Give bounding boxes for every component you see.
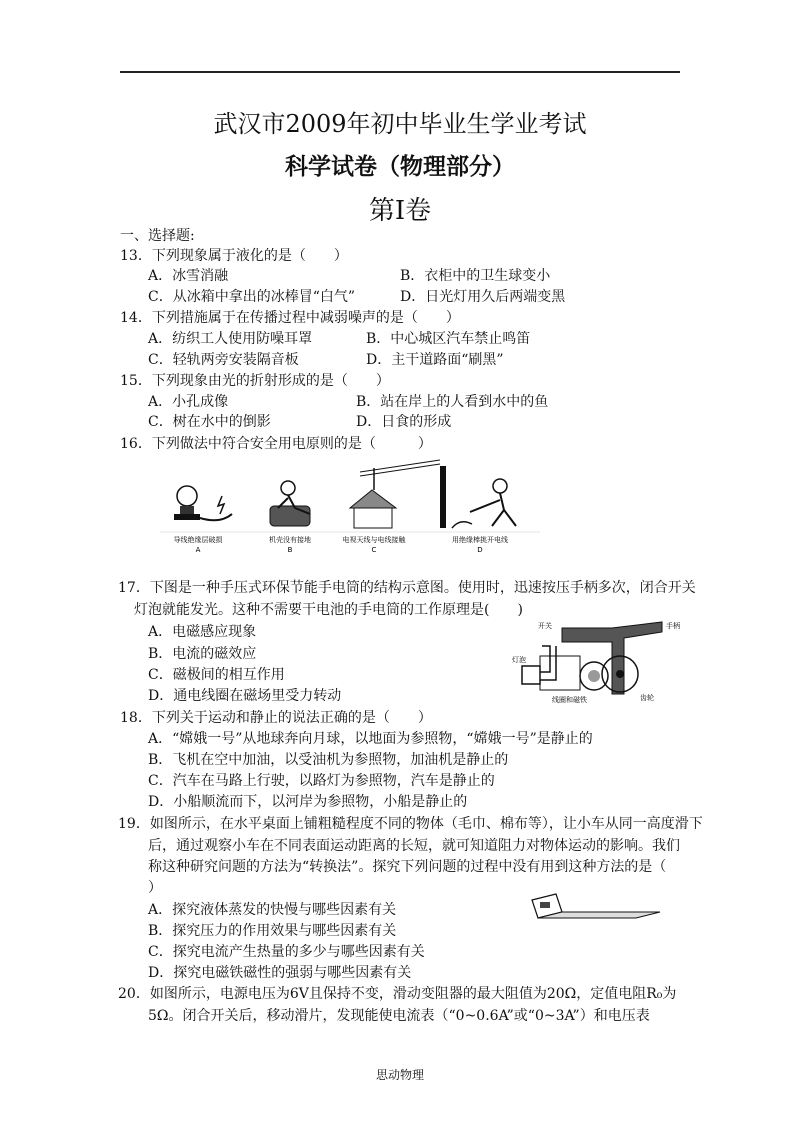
letter-c: C (371, 546, 377, 554)
q15-option-a: A．小孔成像 (148, 394, 229, 410)
q17-option-d: D．通电线圈在磁场里受力转动 (148, 688, 342, 704)
q13-option-b: B．衣柜中的卫生球变小 (400, 268, 551, 284)
q13-stem: 13．下列现象属于液化的是（ ） (120, 248, 348, 264)
figure-b-machine (270, 481, 310, 526)
volume-title: 第Ⅰ卷 (368, 196, 432, 226)
q14-stem: 14．下列措施属于在传播过程中减弱噪声的是（ ） (120, 310, 460, 326)
figure-c-house (350, 460, 440, 528)
q18-option-b: B．飞机在空中加油，以受油机为参照物，加油机是静止的 (148, 752, 509, 768)
q19-ramp-figure (526, 892, 666, 926)
q15-option-c: C．树在水中的倒影 (148, 414, 271, 430)
q17-option-b: B．电流的磁效应 (148, 646, 257, 662)
q17-option-c: C．磁极间的相互作用 (148, 667, 285, 683)
exam-subtitle: 科学试卷（物理部分） (285, 153, 515, 180)
q16-stem: 16．下列做法中符合安全用电原则的是（ ） (120, 436, 432, 452)
q14-option-c: C．轻轨两旁安装隔音板 (148, 352, 299, 368)
caption-d: 用绝缘棒挑开电线 (452, 536, 508, 544)
page-footer: 思动物理 (375, 1068, 424, 1082)
q15-option-b: B．站在岸上的人看到水中的鱼 (356, 394, 549, 410)
q18-option-d: D．小船顺流而下，以河岸为参照物，小船是静止的 (148, 794, 468, 810)
label-handle: 手柄 (666, 622, 680, 630)
label-bulb: 灯泡 (512, 656, 526, 664)
q14-option-a: A．纺织工人使用防噪耳罩 (148, 331, 313, 347)
label-coil-magnet: 线圈和磁铁 (552, 696, 587, 704)
q14-option-d: D．主干道路面“刷黑” (366, 352, 504, 368)
q13-option-c: C．从冰箱中拿出的冰棒冒“白气” (148, 289, 356, 305)
q15-stem: 15．下列现象由光的折射形成的是（ ） (120, 373, 390, 389)
label-gear: 齿轮 (640, 694, 654, 702)
label-switch: 开关 (538, 622, 552, 630)
q14-option-b: B．中心城区汽车禁止鸣笛 (366, 331, 531, 347)
q19-option-a: A．探究液体蒸发的快慢与哪些因素有关 (148, 902, 397, 918)
letter-b: B (287, 546, 293, 554)
q19-option-c: C．探究电流产生热量的多少与哪些因素有关 (148, 944, 425, 960)
q19-stem-line3: 称这种研究问题的方法为“转换法”。探究下列问题的过程中没有用到这种方法的是（ (148, 859, 667, 875)
q17-stem-line2: 灯泡就能发光。这种不需要干电池的手电筒的工作原理是( ) (134, 602, 523, 618)
q17-option-a: A．电磁感应现象 (148, 624, 257, 640)
q16-figure (160, 458, 540, 558)
caption-b: 机壳没有接地 (269, 536, 311, 544)
q20-stem-line1: 20．如图所示，电源电压为6V且保持不变，滑动变阻器的最大阻值为20Ω，定值电阻R₀为 (118, 986, 677, 1002)
q18-stem: 18．下列关于运动和静止的说法正确的是（ ） (120, 710, 432, 726)
q19-option-d: D．探究电磁铁磁性的强弱与哪些因素有关 (148, 965, 412, 981)
q15-option-d: D．日食的形成 (356, 414, 452, 430)
caption-c: 电视天线与电线接触 (342, 536, 406, 544)
q17-stem-line1: 17．下图是一种手压式环保节能手电筒的结构示意图。使用时，迅速按压手柄多次，闭合开关 (118, 580, 696, 596)
q17-flashlight-figure (512, 616, 690, 708)
q18-option-a: A．“嫦娥一号”从地球奔向月球，以地面为参照物，“嫦娥一号”是静止的 (148, 731, 593, 747)
caption-a: 导线绝缘层破损 (173, 536, 223, 544)
letter-a: A (195, 546, 201, 554)
q19-option-b: B．探究压力的作用效果与哪些因素有关 (148, 923, 397, 939)
q20-stem-line2: 5Ω。闭合开关后，移动滑片，发现能使电流表（“0~0.6A”或“0~3A”）和电压表 (148, 1008, 650, 1024)
q19-stem-line1: 19．如图所示，在水平桌面上铺粗糙程度不同的物体（毛巾、棉布等），让小车从同一高度滑下 (118, 816, 703, 832)
q13-option-a: A．冰雪消融 (148, 268, 229, 284)
q18-option-c: C．汽车在马路上行驶，以路灯为参照物，汽车是静止的 (148, 773, 495, 789)
exam-title: 武汉市2009年初中毕业生学业考试 (213, 110, 587, 138)
letter-d: D (477, 546, 483, 554)
q13-option-d: D．日光灯用久后两端变黑 (400, 289, 566, 305)
q19-stem-line4: ） (148, 880, 162, 896)
figure-d-pole (440, 466, 516, 528)
figure-a-lamp (174, 486, 232, 520)
section-heading: 一、选择题: (120, 228, 195, 244)
top-rule (120, 71, 680, 73)
q19-stem-line2: 后，通过观察小车在不同表面运动距离的长短，就可知道阻力对物体运动的影响。我们 (148, 838, 680, 854)
